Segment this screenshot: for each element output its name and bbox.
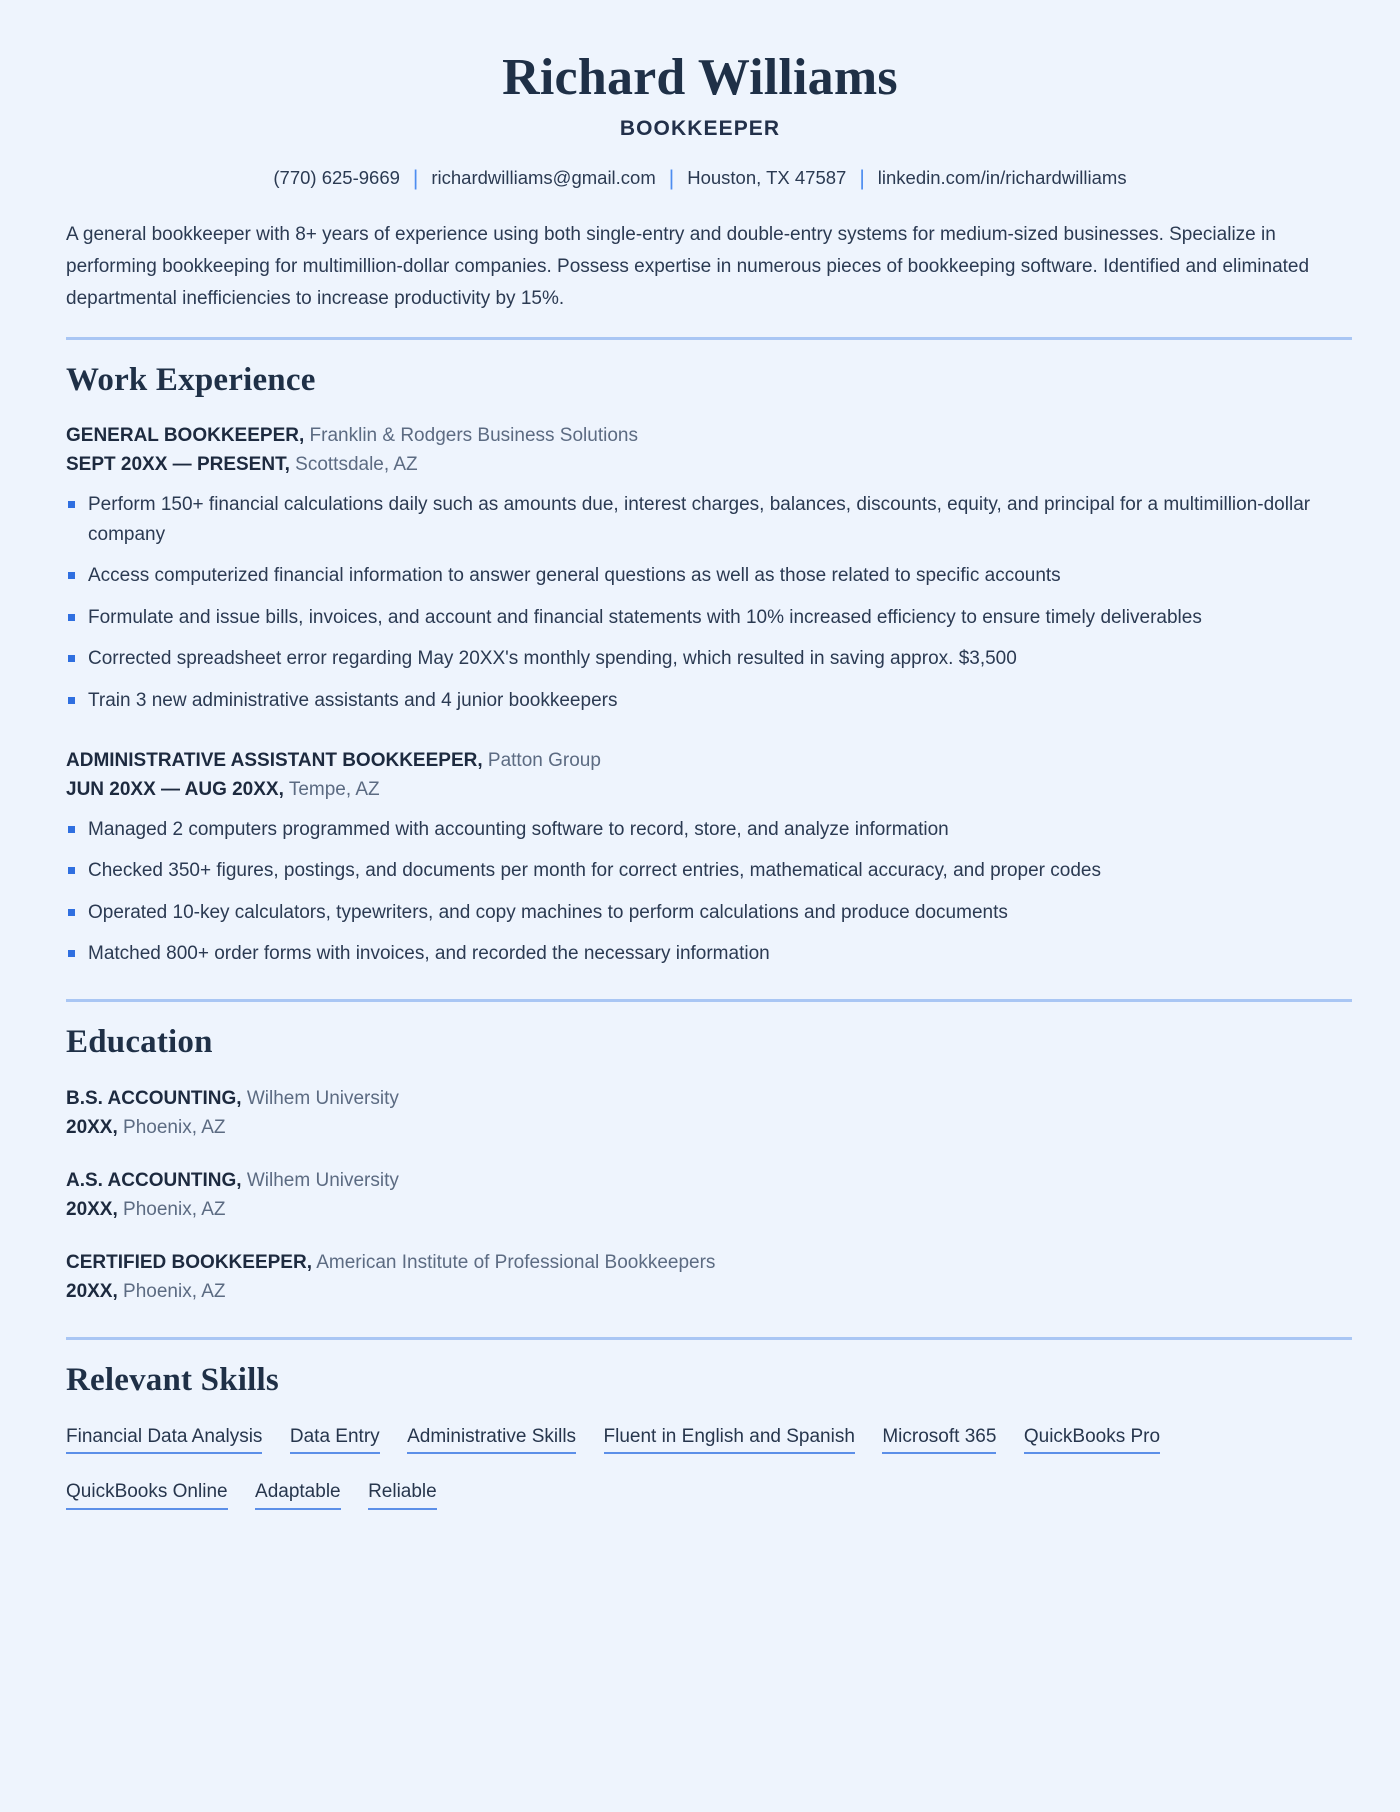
list-item (66, 856, 1336, 886)
education-year: 20XX, (66, 1198, 118, 1220)
work-location: Tempe, AZ (288, 778, 380, 800)
skills-list (64, 1425, 1246, 1536)
skill-tag: Microsoft 365 (882, 1425, 996, 1455)
bullet-text: Operated 10-key calculators, typewriters, and copy machines to perform calculations and produce documents (88, 901, 1008, 923)
professional-summary: A general bookkeeper with 8+ years of experience using both single-entry and double-entry systems for medium-sized businesses. Specialize in performing bookkeeping for multimillion-dollar companies. Possess expertise in numerous pieces of bookkeeping software. Identified and eliminated departmental inefficiencies to increase productivity by 15%. (66, 224, 1310, 309)
education-location: Phoenix, AZ (123, 1198, 226, 1220)
work-entry-title-line (66, 422, 1336, 451)
bullet-text: Corrected spreadsheet error regarding May 20XX's monthly spending, which resulted in saving approx. $3,500 (88, 648, 1017, 670)
bullet-square-icon (68, 950, 75, 957)
work-dates: JUN 20XX — AUG 20XX, (66, 778, 284, 800)
contact-email[interactable]: richardwilliams@gmail.com (431, 167, 656, 189)
skill-tag: Financial Data Analysis (66, 1425, 262, 1455)
education-entry (64, 1249, 1336, 1307)
section-divider (66, 337, 1352, 340)
list-item (66, 815, 1336, 845)
education-location: Phoenix, AZ (123, 1117, 226, 1139)
skill-tag: Data Entry (290, 1425, 380, 1455)
contact-linkedin[interactable]: linkedin.com/in/richardwilliams (877, 167, 1127, 189)
page-title: Richard Williams (502, 49, 898, 106)
contact-separator-icon: | (668, 166, 675, 190)
skill-tag: Reliable (368, 1480, 437, 1510)
bullet-square-icon (68, 826, 75, 833)
job-title-subheading: BOOKKEEPER (619, 117, 781, 141)
work-entry-title-line (66, 747, 1336, 776)
skill-tag: QuickBooks Online (66, 1480, 228, 1510)
skill-tag: Administrative Skills (407, 1425, 576, 1455)
bullet-text: Formulate and issue bills, invoices, and account and financial statements with 10% increased efficiency to ensure timely deliverables (88, 606, 1202, 628)
education-degree-line (66, 1085, 1336, 1114)
section-work-experience (64, 362, 1336, 969)
work-job-title: ADMINISTRATIVE ASSISTANT BOOKKEEPER, (66, 749, 483, 771)
bullet-text: Access computerized financial information to answer general questions as well as those related to specific accounts (88, 565, 1061, 587)
education-school: Wilhem University (246, 1170, 399, 1192)
contact-separator-icon: | (412, 166, 419, 190)
education-meta-line (66, 1278, 1336, 1307)
bullet-text: Checked 350+ figures, postings, and documents per month for correct entries, mathematical accuracy, and proper codes (88, 860, 1101, 882)
education-meta-line (66, 1196, 1336, 1225)
skill-tag: Adaptable (255, 1480, 341, 1510)
contact-separator-icon: | (859, 166, 865, 190)
bullet-square-icon (68, 655, 75, 662)
education-year: 20XX, (66, 1117, 118, 1139)
work-entry-meta-line (66, 776, 1336, 805)
section-relevant-skills (64, 1362, 1336, 1536)
bullet-square-icon (68, 867, 75, 874)
list-item (66, 603, 1336, 633)
work-job-title: GENERAL BOOKKEEPER, (66, 424, 305, 446)
work-dates: SEPT 20XX — PRESENT, (66, 453, 290, 475)
work-entry (64, 422, 1336, 716)
education-degree: A.S. ACCOUNTING, (66, 1170, 242, 1192)
work-location: Scottsdale, AZ (295, 453, 418, 475)
list-item (66, 490, 1336, 551)
section-heading-relevant-skills: Relevant Skills (66, 1361, 279, 1398)
bullet-square-icon (68, 572, 75, 579)
bullet-text: Matched 800+ order forms with invoices, and recorded the necessary information (88, 942, 770, 964)
education-degree: CERTIFIED BOOKKEEPER, (66, 1251, 312, 1273)
work-entry (64, 747, 1336, 969)
bullet-square-icon (68, 501, 75, 508)
contact-phone[interactable]: (770) 625-9669 (273, 167, 400, 189)
education-school: American Institute of Professional Bookkeepers (316, 1251, 716, 1273)
education-entry (64, 1085, 1336, 1143)
education-location: Phoenix, AZ (123, 1280, 226, 1302)
list-item (66, 898, 1336, 928)
education-degree-line (66, 1167, 1336, 1196)
list-item (66, 644, 1336, 674)
bullet-square-icon (68, 614, 75, 621)
bullet-square-icon (68, 697, 75, 704)
education-year: 20XX, (66, 1280, 118, 1302)
resume-header (64, 0, 1336, 189)
section-divider (66, 999, 1352, 1002)
section-heading-work-experience: Work Experience (66, 361, 316, 398)
work-bullet-list (66, 815, 1336, 970)
education-entry (64, 1167, 1336, 1225)
list-item (66, 939, 1336, 969)
bullet-text: Perform 150+ financial calculations daily such as amounts due, interest charges, balances, discounts, equity, and principal for a multimillion-dollar company (88, 493, 1311, 546)
bullet-text: Train 3 new administrative assistants and 4 junior bookkeepers (88, 689, 618, 711)
bullet-text: Managed 2 computers programmed with accounting software to record, store, and analyze information (88, 818, 949, 840)
section-heading-education: Education (66, 1024, 213, 1061)
education-school: Wilhem University (246, 1088, 399, 1110)
list-item (66, 561, 1336, 591)
work-bullet-list (66, 490, 1336, 716)
skill-tag: QuickBooks Pro (1024, 1425, 1160, 1455)
work-company: Franklin & Rodgers Business Solutions (309, 424, 638, 446)
section-education (64, 1024, 1336, 1306)
education-degree-line (66, 1249, 1336, 1278)
contact-line (64, 167, 1336, 189)
work-company: Patton Group (487, 749, 601, 771)
section-divider (66, 1337, 1352, 1340)
education-meta-line (66, 1114, 1336, 1143)
list-item (66, 686, 1336, 716)
work-entry-meta-line (66, 451, 1336, 480)
skill-tag: Fluent in English and Spanish (604, 1425, 855, 1455)
education-degree: B.S. ACCOUNTING, (66, 1088, 242, 1110)
bullet-square-icon (68, 909, 75, 916)
contact-location: Houston, TX 47587 (687, 167, 847, 189)
